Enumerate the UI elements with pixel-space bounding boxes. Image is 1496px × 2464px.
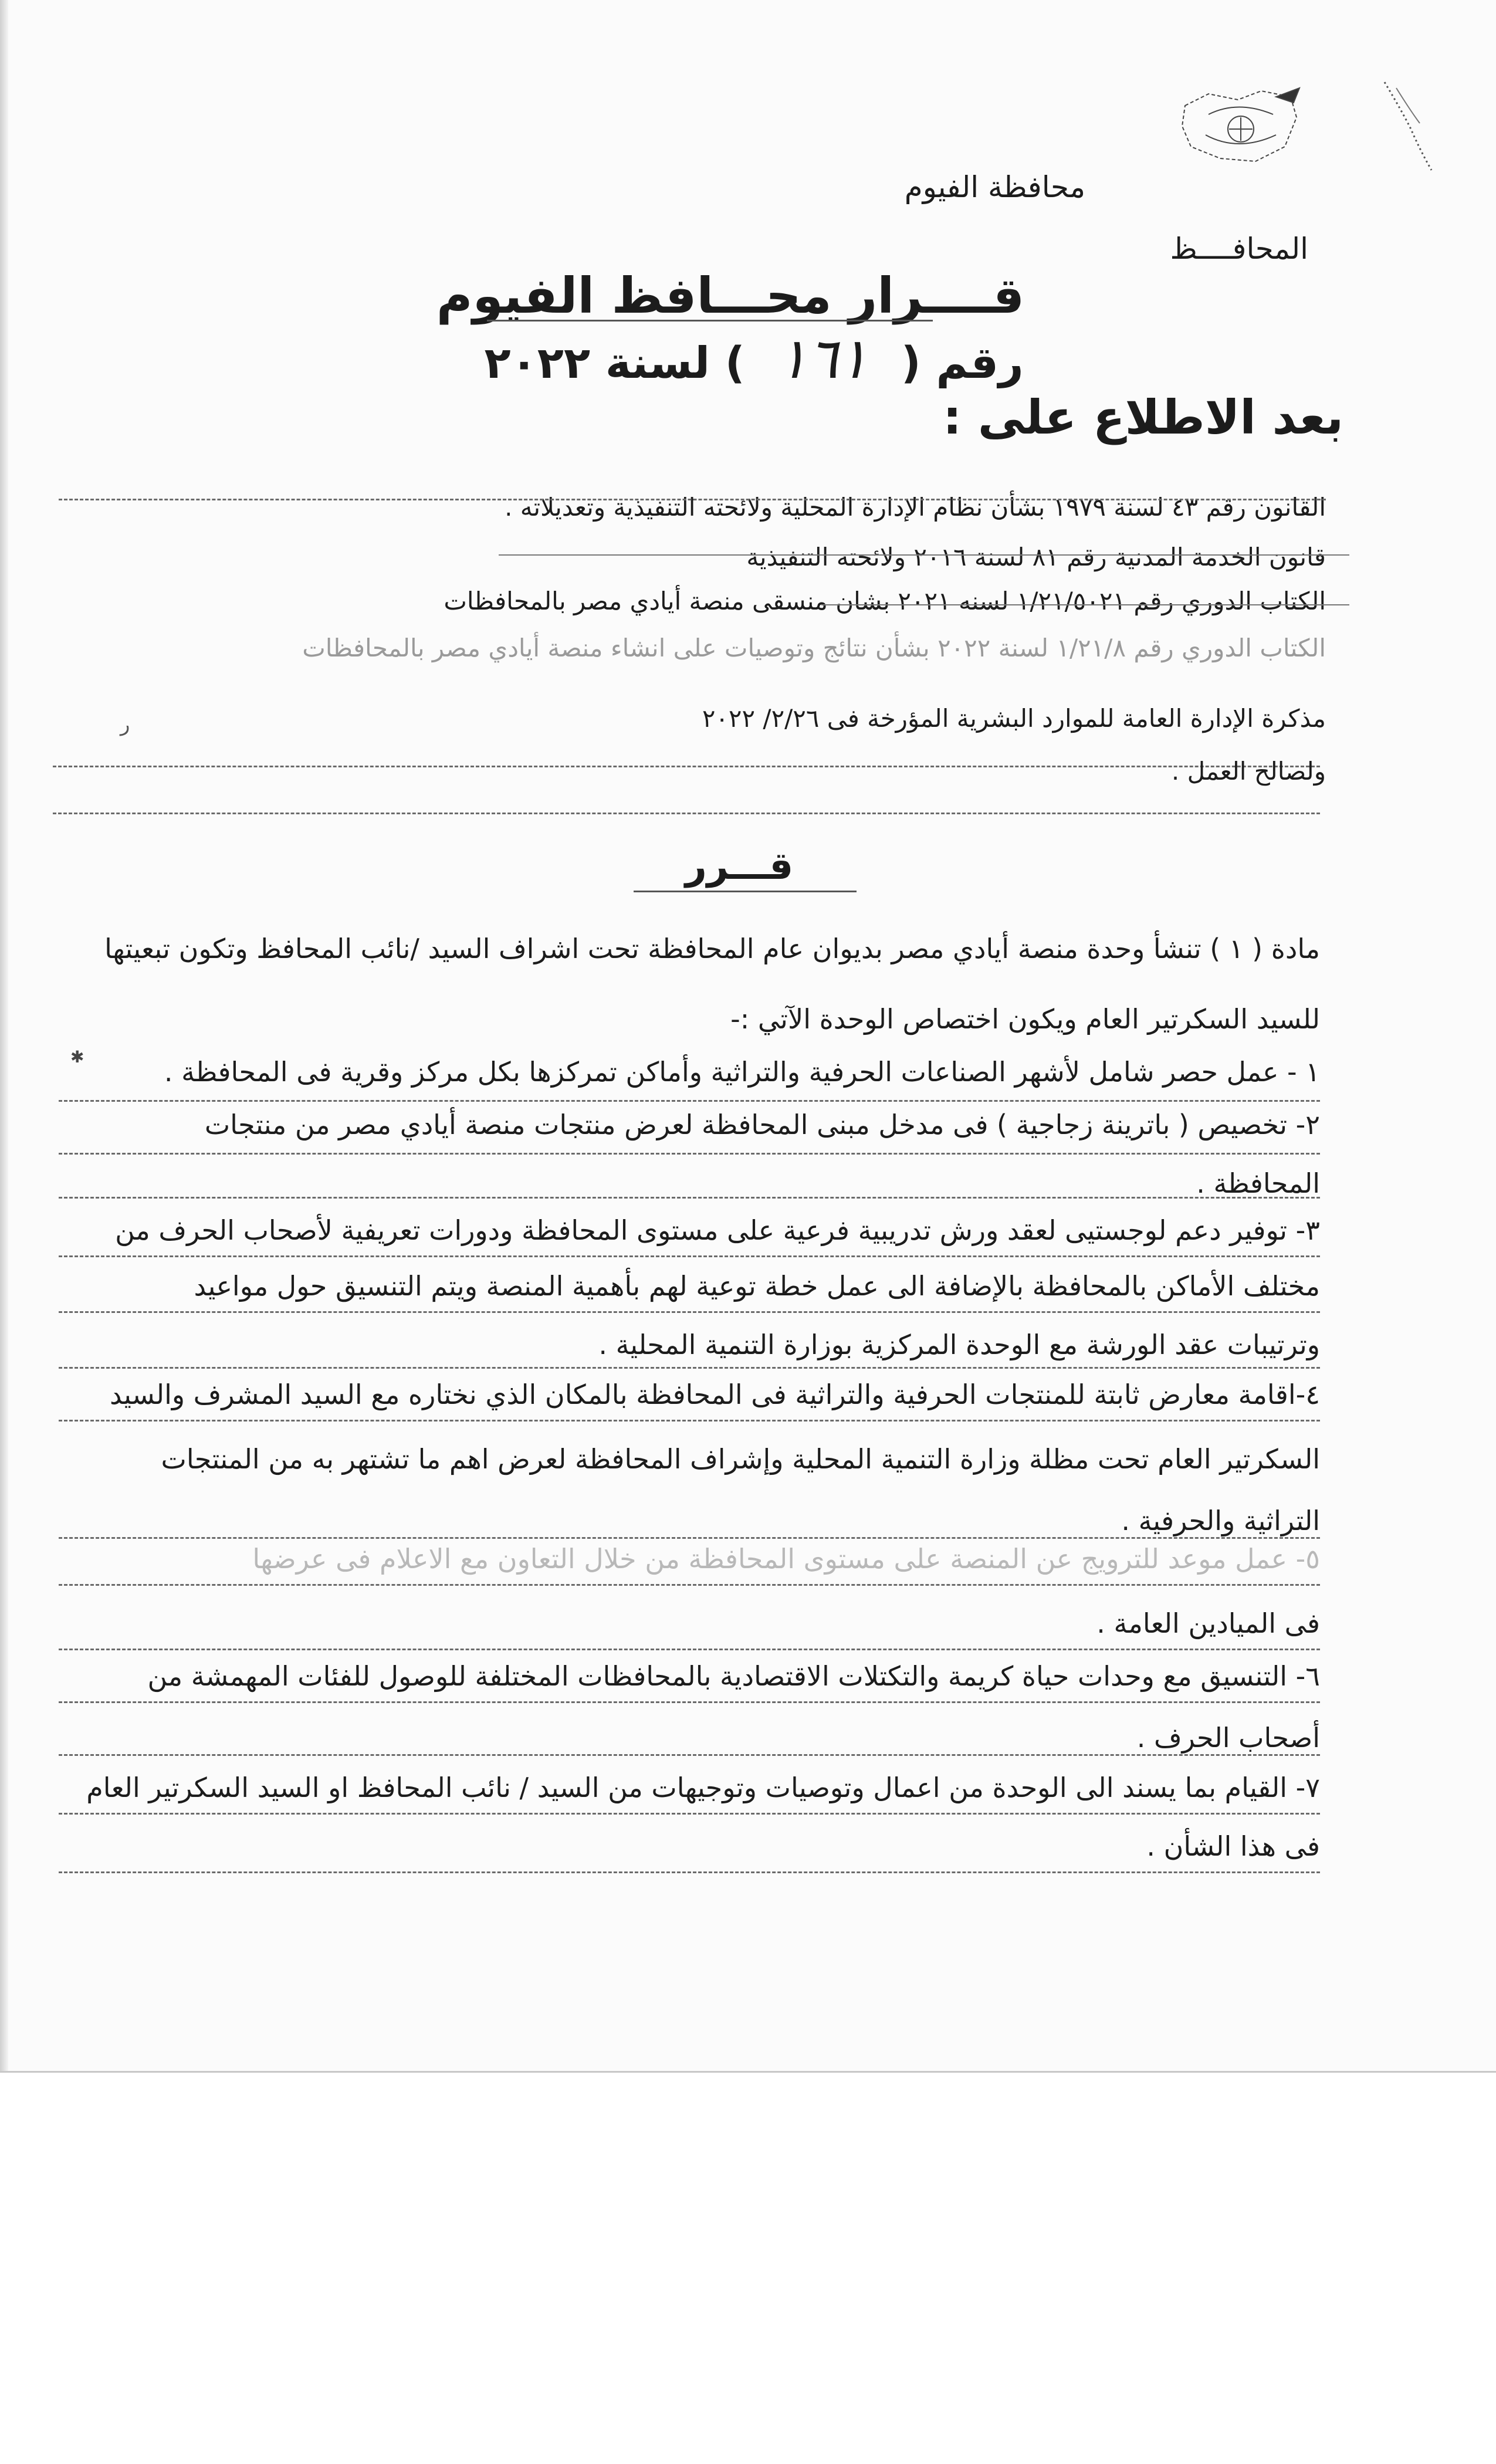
body-line: أصحاب الحرف .: [1136, 1722, 1320, 1754]
reference-line: القانون رقم ٤٣ لسنة ١٩٧٩ بشأن نظام الإدارة المحلية ولائحته التنفيذية وتعديلاته .: [505, 493, 1326, 522]
body-line: المحافظة .: [1196, 1167, 1320, 1199]
decree-number-prefix: رقم (: [901, 338, 1024, 388]
margin-star-mark: ✱: [70, 1047, 84, 1067]
rule-line: [59, 1649, 1320, 1650]
body-line: ٣- توفير دعم لوجستيى لعقد ورش تدريبية فرعية على مستوى المحافظة ودورات تعريفية لأصحاب الحرف من: [115, 1214, 1320, 1246]
body-line: للسيد السكرتير العام ويكون اختصاص الوحدة الآتي :-: [730, 1003, 1320, 1035]
intro-heading: بعد الاطلاع على :: [943, 390, 1343, 445]
rule-line: [499, 554, 1349, 556]
rule-line: [59, 499, 1326, 500]
body-line: فى هذا الشأن .: [1146, 1830, 1320, 1862]
body-line-faded: ٥- عمل موعد للترويج عن المنصة على مستوى المحافظة من خلال التعاون مع الاعلام فى عرضها: [252, 1543, 1320, 1575]
rule-line: [59, 1754, 1320, 1756]
scan-edge: [0, 0, 8, 2071]
body-line: ٧- القيام بما يسند الى الوحدة من اعمال وتوصيات وتوجيهات من السيد / نائب المحافظ او السيد السكرتير العام: [86, 1772, 1320, 1803]
rule-line: [53, 813, 1320, 814]
rule-line: [59, 1367, 1320, 1369]
rule-line: [59, 1584, 1320, 1586]
corner-annotation-mark: [1379, 76, 1437, 176]
body-line: فى الميادين العامة .: [1096, 1607, 1320, 1639]
decree-number-handwritten: ١٦١: [777, 326, 869, 391]
reference-line: قانون الخدمة المدنية رقم ٨١ لسنة ٢٠١٦ ولائحته التنفيذية: [746, 543, 1326, 571]
reference-line: مذكرة الإدارة العامة للموارد البشرية المؤرخة فى ٢/٢٦/ ٢٠٢٢: [702, 704, 1326, 733]
rule-line: [59, 1311, 1320, 1313]
body-line: ٦- التنسيق مع وحدات حياة كريمة والتكتلات الاقتصادية بالمحافظات المختلفة للوصول للفئات المهمشة من: [147, 1660, 1320, 1692]
body-line: السكرتير العام تحت مظلة وزارة التنمية المحلية وإشراف المحافظة لعرض اهم ما تشتهر به من المنتجات: [161, 1443, 1320, 1475]
body-line: ١ - عمل حصر شامل لأشهر الصناعات الحرفية والتراثية وأماكن تمركزها بكل مركز وقرية فى المحافظة .: [164, 1056, 1320, 1088]
reference-line: الكتاب الدوري رقم ١/٢١/٨ لسنة ٢٠٢٢ بشأن نتائج وتوصيات على انشاء منصة أيادي مصر بالمحافظات: [302, 634, 1326, 662]
office-title: المحافــــظ: [1170, 232, 1308, 266]
rule-line: [59, 1537, 1320, 1539]
rule-line: [59, 1701, 1320, 1703]
decree-title: قــــرار محـــافظ الفيوم: [436, 267, 1025, 324]
body-line: مادة ( ١ ) تنشأ وحدة منصة أيادي مصر بديوان عام المحافظة تحت اشراف السيد /نائب المحافظ وتكون تبعيتها: [104, 933, 1320, 964]
governorate-name: محافظة الفيوم: [904, 170, 1085, 204]
rule-line: [59, 1153, 1320, 1155]
rule-line: [821, 604, 1349, 605]
body-line: مختلف الأماكن بالمحافظة بالإضافة الى عمل خطة توعية لهم بأهمية المنصة ويتم التنسيق حول مواعيد: [194, 1270, 1320, 1302]
body-line: وترتيبات عقد الورشة مع الوحدة المركزية بوزارة التنمية المحلية .: [598, 1329, 1320, 1360]
title-underline: [487, 320, 933, 321]
rule-line: [59, 1197, 1320, 1199]
rule-line: [59, 1100, 1320, 1102]
rule-line: [59, 1871, 1320, 1873]
governorate-seal: [1173, 82, 1308, 170]
reference-line: الكتاب الدوري رقم ١/٢١/٥٠٢١ لسنه ٢٠٢١ بشان منسقى منصة أيادي مصر بالمحافظات: [444, 587, 1326, 615]
margin-tick: ر: [120, 713, 130, 736]
decision-heading: قـــرر: [685, 845, 794, 888]
body-line: ٢- تخصيص ( باترينة زجاجية ) فى مدخل مبنى المحافظة لعرض منتجات منصة أيادي مصر من منتجات: [204, 1109, 1320, 1140]
reference-line: ولصالح العمل .: [1171, 757, 1326, 786]
rule-line: [59, 1255, 1320, 1257]
decree-number-suffix: ) لسنة ٢٠٢٢: [484, 338, 745, 388]
heading-underline: [634, 891, 857, 892]
body-line: التراثية والحرفية .: [1121, 1505, 1320, 1536]
decree-number-line: [446, 326, 1062, 391]
rule-line: [59, 1813, 1320, 1815]
body-line: ٤-اقامة معارض ثابتة للمنتجات الحرفية والتراثية فى المحافظة بالمكان الذي نختاره مع السيد المشرف والسيد: [109, 1379, 1320, 1410]
rule-line: [59, 1420, 1320, 1421]
